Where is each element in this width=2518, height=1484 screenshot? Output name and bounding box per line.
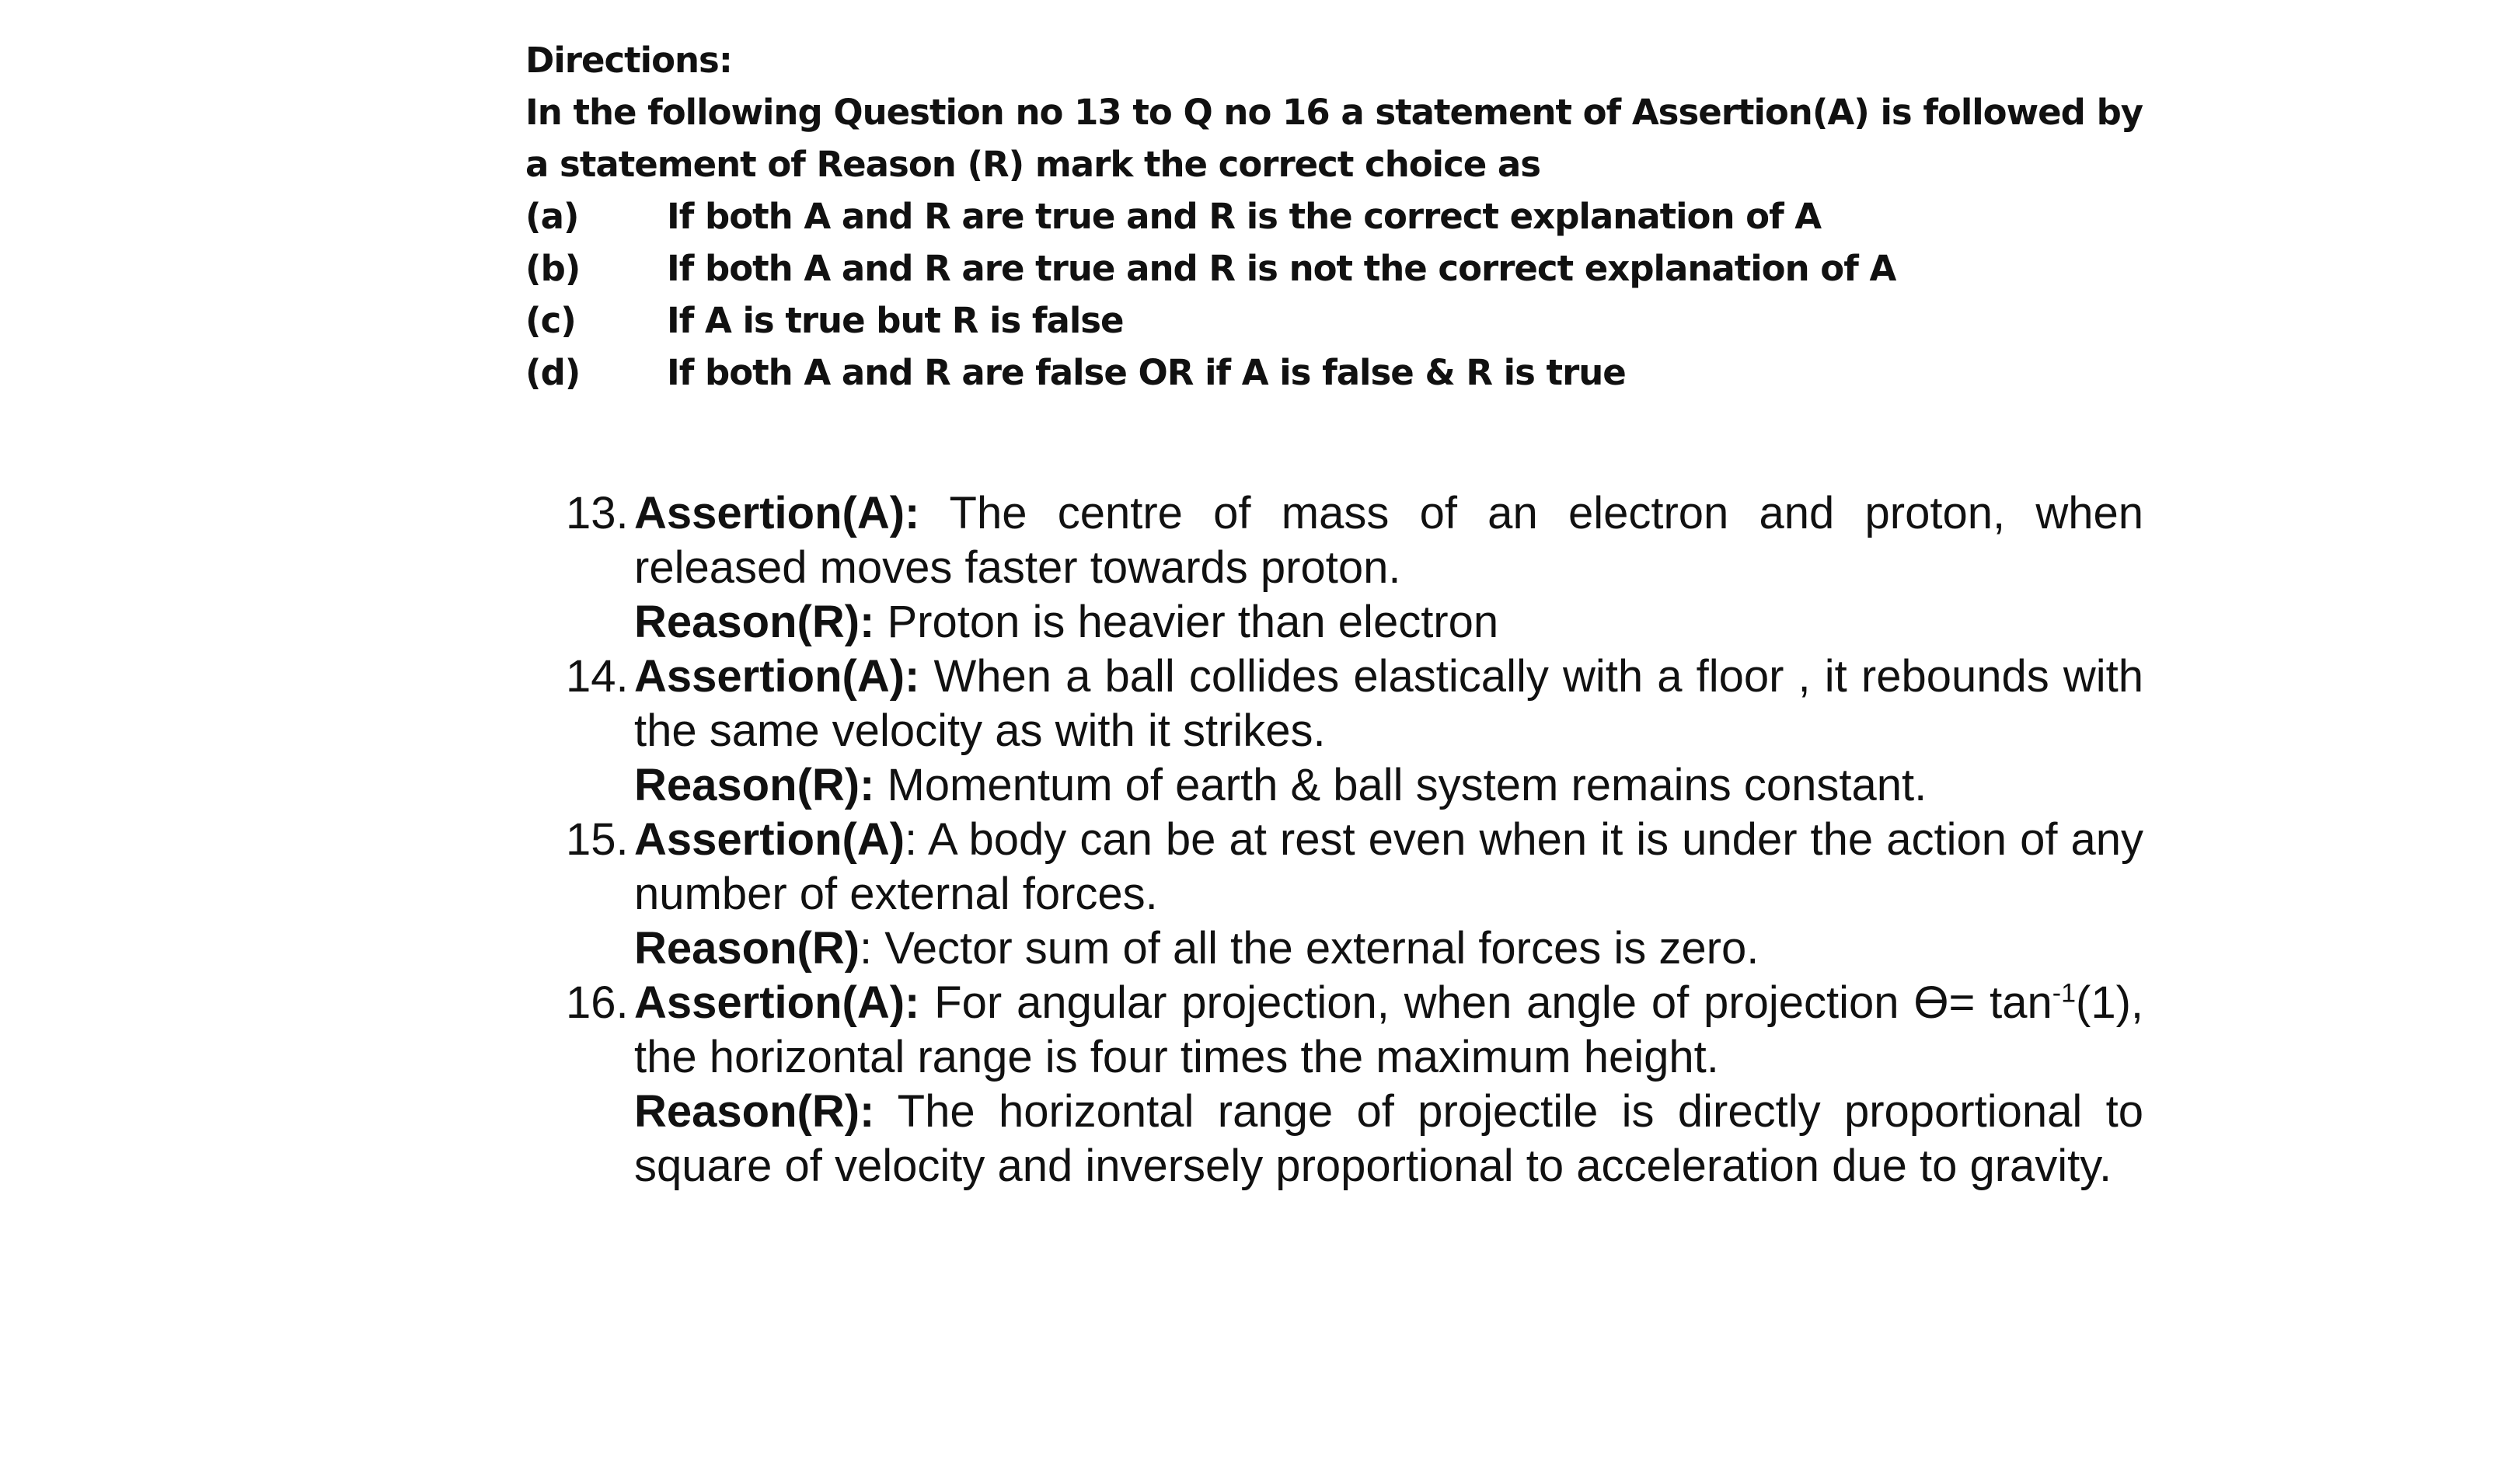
reason xyxy=(634,1085,2143,1193)
assertion-text-after: (1), the horizontal range is four times the maximum height. xyxy=(634,977,2143,1082)
question-body xyxy=(634,650,2143,813)
questions-list xyxy=(566,486,2143,1193)
inverse-superscript: -1 xyxy=(2052,978,2076,1008)
question-number: 16. xyxy=(566,977,629,1028)
directions-intro: In the following Question no 13 to Q no 16 a statement of Assertion(A) is followed by a statement of Reason (R) mark the correct choice as xyxy=(525,92,2143,185)
assertion xyxy=(634,486,2143,595)
option-marker: (a) xyxy=(525,196,579,237)
reason xyxy=(634,758,2143,813)
assertion-label: Assertion(A): xyxy=(634,488,920,538)
option-a xyxy=(525,190,2157,242)
option-text: If both A and R are false OR if A is false & R is true xyxy=(667,352,1626,393)
reason-label: Reason(R): xyxy=(634,1086,875,1137)
question-body xyxy=(634,486,2143,650)
option-c xyxy=(525,294,2157,347)
assertion-text: The centre of mass of an electron and proton, when released moves faster towards proton. xyxy=(634,488,2143,593)
assertion-label: Assertion(A): xyxy=(634,651,920,702)
directions-section xyxy=(525,34,2157,399)
option-marker: (c) xyxy=(525,300,576,341)
option-d xyxy=(525,347,2157,399)
question-body xyxy=(634,813,2143,976)
assertion-label: Assertion(A) xyxy=(634,814,905,865)
question-body xyxy=(634,976,2143,1193)
question-15 xyxy=(566,813,2143,976)
question-16 xyxy=(566,976,2143,1193)
reason xyxy=(634,921,2143,976)
question-number: 14. xyxy=(566,651,629,702)
assertion-label: Assertion(A): xyxy=(634,977,920,1028)
question-13 xyxy=(566,486,2143,650)
option-text: If both A and R are true and R is not the correct explanation of A xyxy=(667,248,1896,289)
assertion-text: When a ball collides elastically with a floor , it rebounds with the same velocity as with it strikes. xyxy=(634,651,2143,756)
reason-text: : Vector sum of all the external forces is zero. xyxy=(860,923,1759,974)
reason-text: The horizontal range of projectile is directly proportional to square of velocity and inversely proportional to acceleration due to gravity. xyxy=(634,1086,2143,1191)
assertion xyxy=(634,813,2143,921)
option-b xyxy=(525,242,2157,294)
option-text: If both A and R are true and R is the correct explanation of A xyxy=(667,196,1822,237)
reason-text: Proton is heavier than electron xyxy=(874,597,1499,647)
assertion xyxy=(634,650,2143,758)
reason xyxy=(634,595,2143,650)
option-text: If A is true but R is false xyxy=(667,300,1124,341)
question-number: 13. xyxy=(566,488,629,538)
option-marker: (b) xyxy=(525,248,581,289)
option-marker: (d) xyxy=(525,352,581,393)
question-number: 15. xyxy=(566,814,629,865)
reason-label: Reason(R): xyxy=(634,760,875,810)
assertion-text: : A body can be at rest even when it is under the action of any number of external forces. xyxy=(634,814,2143,919)
assertion xyxy=(634,976,2143,1085)
reason-label: Reason(R): xyxy=(634,597,875,647)
directions-heading: Directions: xyxy=(525,40,732,81)
question-14 xyxy=(566,650,2143,813)
reason-label: Reason(R) xyxy=(634,923,860,974)
reason-text: Momentum of earth & ball system remains constant. xyxy=(874,760,1927,810)
assertion-text-before: For angular projection, when angle of projection ϴ= tan xyxy=(919,977,2052,1028)
